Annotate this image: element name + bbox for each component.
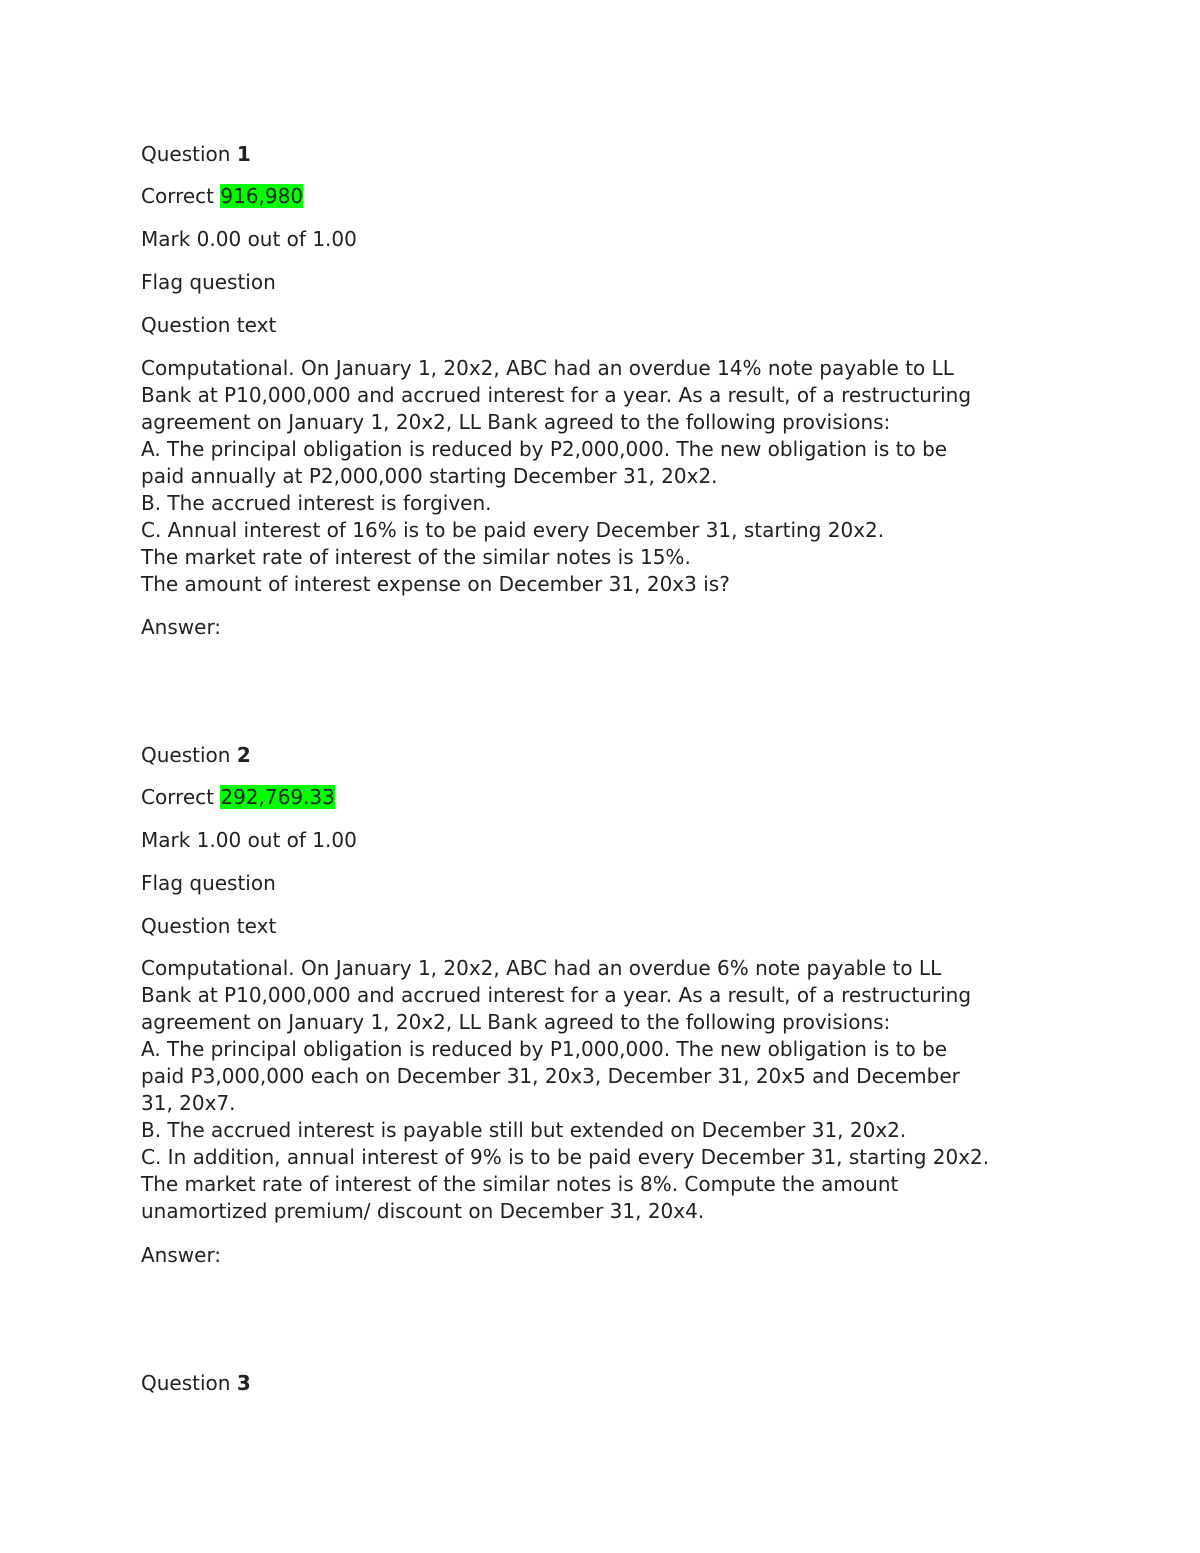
body-line: agreement on January 1, 20x2, LL Bank agreed to the following provisions:: [141, 410, 891, 434]
question-1-flag: Flag question: [141, 270, 276, 294]
question-1-correct: [141, 183, 303, 209]
correct-label: Correct: [141, 184, 214, 208]
question-number: 3: [236, 1371, 251, 1395]
body-line: unamortized premium/ discount on December 31, 20x4.: [141, 1199, 705, 1223]
correct-label: Correct: [141, 785, 214, 809]
question-2-flag: Flag question: [141, 871, 276, 895]
question-2-mark: Mark 1.00 out of 1.00: [141, 828, 357, 852]
question-number: 1: [236, 142, 251, 166]
question-2-text-label: Question text: [141, 914, 277, 938]
body-line: Bank at P10,000,000 and accrued interest for a year. As a result, of a restructuring: [141, 383, 972, 407]
correct-answer-highlight: 916,980: [220, 184, 304, 208]
body-line: The market rate of interest of the similar notes is 15%.: [141, 545, 691, 569]
question-2-correct: [141, 784, 335, 810]
body-line: A. The principal obligation is reduced by P1,000,000. The new obligation is to be: [141, 1037, 948, 1061]
question-label: Question: [141, 1371, 231, 1395]
question-3-heading: [141, 1370, 251, 1396]
body-line: The market rate of interest of the similar notes is 8%. Compute the amount: [141, 1172, 899, 1196]
question-1-body: [141, 355, 1101, 598]
body-line: Bank at P10,000,000 and accrued interest for a year. As a result, of a restructuring: [141, 983, 972, 1007]
question-2-answer-label: Answer:: [141, 1243, 222, 1267]
body-line: B. The accrued interest is forgiven.: [141, 491, 492, 515]
body-line: C. In addition, annual interest of 9% is to be paid every December 31, starting 20x2.: [141, 1145, 990, 1169]
body-line: paid annually at P2,000,000 starting December 31, 20x2.: [141, 464, 718, 488]
question-label: Question: [141, 743, 231, 767]
question-1-text-label: Question text: [141, 313, 277, 337]
body-line: agreement on January 1, 20x2, LL Bank agreed to the following provisions:: [141, 1010, 891, 1034]
question-1-answer-label: Answer:: [141, 615, 222, 639]
question-2-heading: [141, 742, 251, 768]
question-2-body: [141, 955, 1101, 1225]
body-line: Computational. On January 1, 20x2, ABC had an overdue 6% note payable to LL: [141, 956, 942, 980]
question-1-mark: Mark 0.00 out of 1.00: [141, 227, 357, 251]
correct-answer-highlight: 292,769.33: [220, 785, 335, 809]
body-line: The amount of interest expense on December 31, 20x3 is?: [141, 572, 730, 596]
body-line: Computational. On January 1, 20x2, ABC had an overdue 14% note payable to LL: [141, 356, 954, 380]
question-label: Question: [141, 142, 231, 166]
body-line: C. Annual interest of 16% is to be paid every December 31, starting 20x2.: [141, 518, 885, 542]
body-line: A. The principal obligation is reduced by P2,000,000. The new obligation is to be: [141, 437, 948, 461]
body-line: paid P3,000,000 each on December 31, 20x3, December 31, 20x5 and December: [141, 1064, 960, 1088]
body-line: B. The accrued interest is payable still but extended on December 31, 20x2.: [141, 1118, 907, 1142]
question-1-heading: [141, 141, 251, 167]
question-number: 2: [236, 743, 251, 767]
body-line: 31, 20x7.: [141, 1091, 236, 1115]
